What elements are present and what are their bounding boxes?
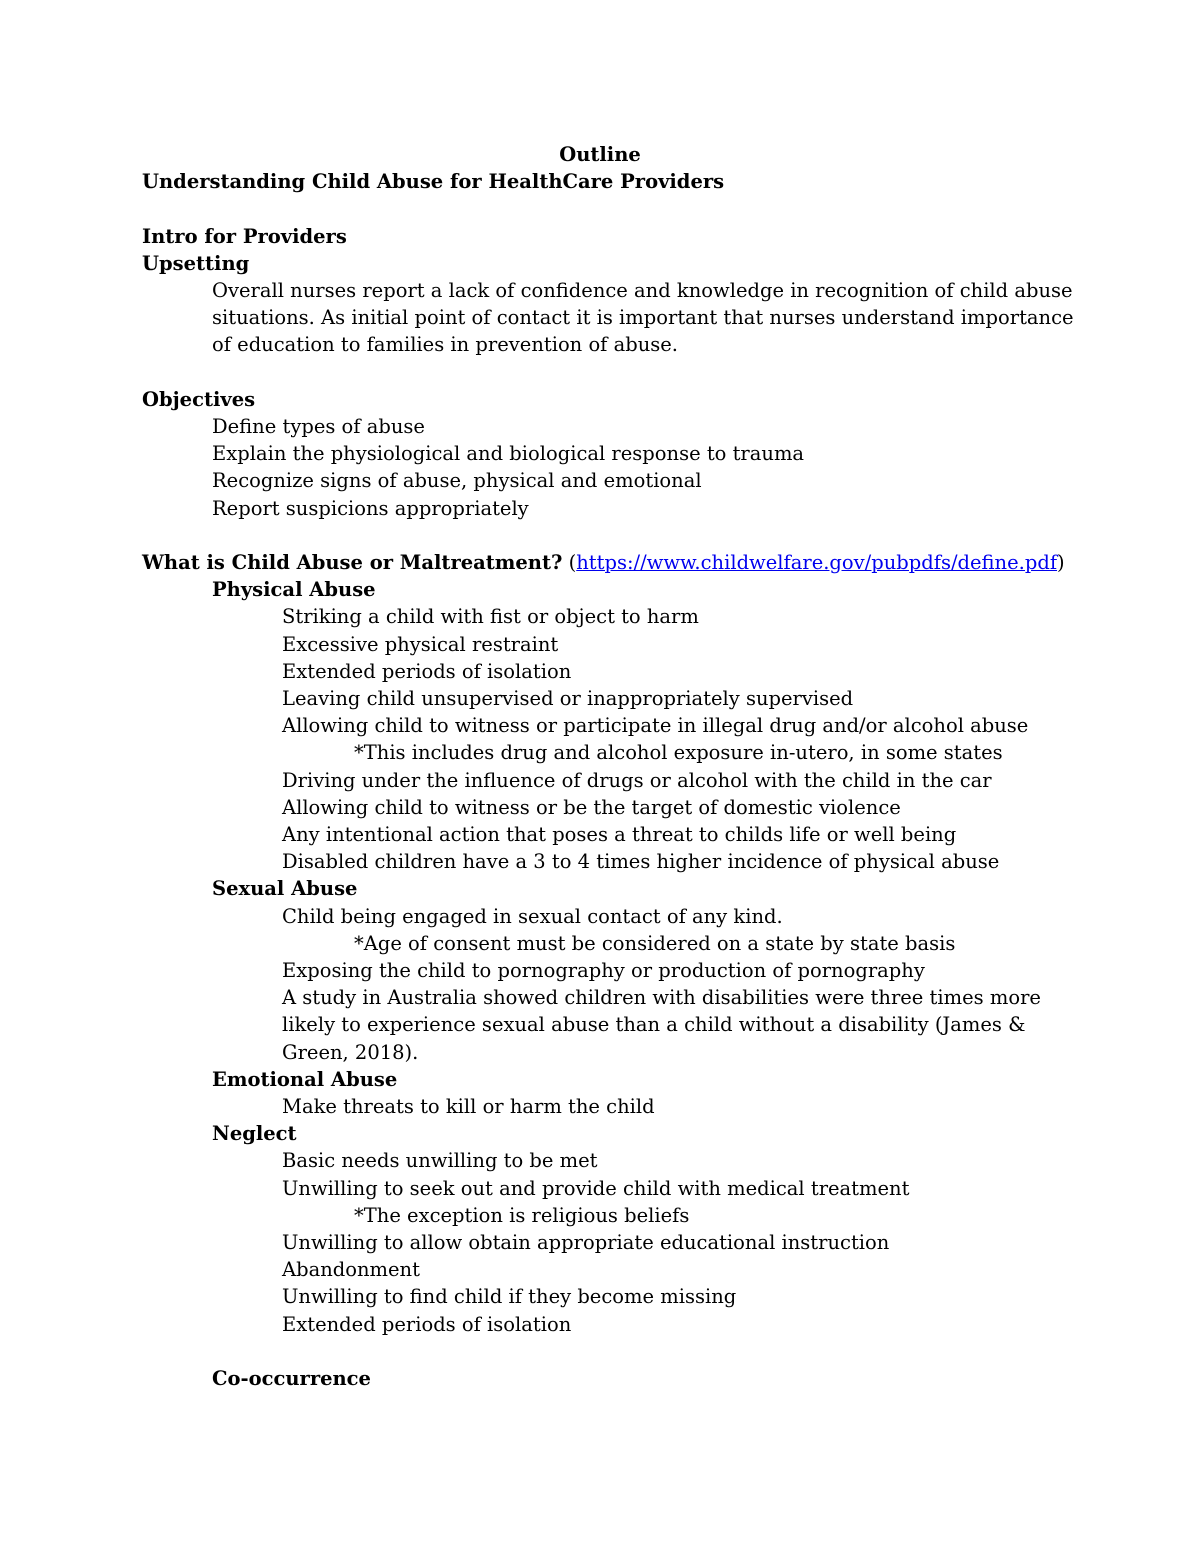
intro-heading: Intro for Providers [142, 224, 347, 248]
physical-abuse-item: Any intentional action that poses a threat to childs life or well being [282, 823, 957, 847]
sexual-abuse-item: Exposing the child to pornography or production of pornography [282, 959, 925, 983]
neglect-item: Unwilling to seek out and provide child with medical treatment [282, 1176, 910, 1200]
intro-line: situations. As initial point of contact it is important that nurses understand importance [212, 306, 1074, 330]
document-body [142, 141, 1072, 1392]
physical-abuse-item: Allowing child to witness or be the target of domestic violence [282, 795, 901, 819]
neglect-item: Basic needs unwilling to be met [282, 1149, 598, 1173]
neglect-heading: Neglect [212, 1122, 297, 1146]
objectives-heading: Objectives [142, 387, 256, 411]
objective-item: Explain the physiological and biological response to trauma [212, 442, 805, 466]
what-is-heading: What is Child Abuse or Maltreatment? [142, 551, 563, 574]
sexual-abuse-heading: Sexual Abuse [212, 877, 358, 901]
neglect-item: Extended periods of isolation [282, 1312, 572, 1336]
physical-abuse-item: Allowing child to witness or participate in illegal drug and/or alcohol abuse [282, 714, 1029, 738]
intro-subheading: Upsetting [142, 251, 250, 275]
objective-item: Report suspicions appropriately [212, 496, 529, 520]
physical-abuse-item: Extended periods of isolation [282, 659, 572, 683]
spacer [142, 1338, 1072, 1365]
physical-abuse-heading: Physical Abuse [212, 578, 376, 602]
document-title: Outline [559, 143, 641, 166]
physical-abuse-note: *This includes drug and alcohol exposure in-utero, in some states [354, 741, 1003, 765]
sexual-abuse-study-line: Green, 2018). [282, 1040, 419, 1064]
physical-abuse-item: Driving under the influence of drugs or alcohol with the child in the car [282, 768, 992, 792]
document-subtitle: Understanding Child Abuse for HealthCare Providers [142, 170, 725, 194]
physical-abuse-item: Excessive physical restraint [282, 632, 559, 656]
intro-line: of education to families in prevention of abuse. [212, 333, 679, 357]
sexual-abuse-note: *Age of consent must be considered on a state by state basis [354, 931, 956, 955]
emotional-abuse-item: Make threats to kill or harm the child [282, 1095, 655, 1119]
paren-open: ( [562, 551, 577, 574]
childwelfare-link[interactable]: https://www.childwelfare.gov/pubpdfs/define.pdf [576, 551, 1058, 574]
sexual-abuse-item: Child being engaged in sexual contact of any kind. [282, 904, 783, 928]
physical-abuse-item: Striking a child with fist or object to harm [282, 605, 699, 629]
neglect-item: Abandonment [282, 1258, 420, 1282]
physical-abuse-item: Disabled children have a 3 to 4 times higher incidence of physical abuse [282, 850, 1000, 874]
objective-item: Define types of abuse [212, 415, 425, 438]
what-is-line [142, 549, 1072, 576]
objective-item: Recognize signs of abuse, physical and emotional [212, 469, 702, 493]
spacer [142, 359, 1072, 386]
neglect-item: Unwilling to allow obtain appropriate educational instruction [282, 1231, 890, 1255]
spacer [142, 195, 1072, 222]
neglect-item: Unwilling to find child if they become missing [282, 1285, 737, 1309]
sexual-abuse-study-line: likely to experience sexual abuse than a child without a disability (James & [282, 1013, 1026, 1037]
intro-line: Overall nurses report a lack of confidence and knowledge in recognition of child abuse [212, 279, 1073, 302]
emotional-abuse-heading: Emotional Abuse [212, 1067, 398, 1091]
neglect-note: *The exception is religious beliefs [354, 1203, 690, 1227]
paren-close: ) [1057, 551, 1065, 574]
spacer [142, 522, 1072, 549]
sexual-abuse-study-line: A study in Australia showed children with disabilities were three times more [282, 986, 1041, 1010]
co-occurrence-heading: Co-occurrence [212, 1367, 371, 1391]
physical-abuse-item: Leaving child unsupervised or inappropriately supervised [282, 687, 854, 711]
